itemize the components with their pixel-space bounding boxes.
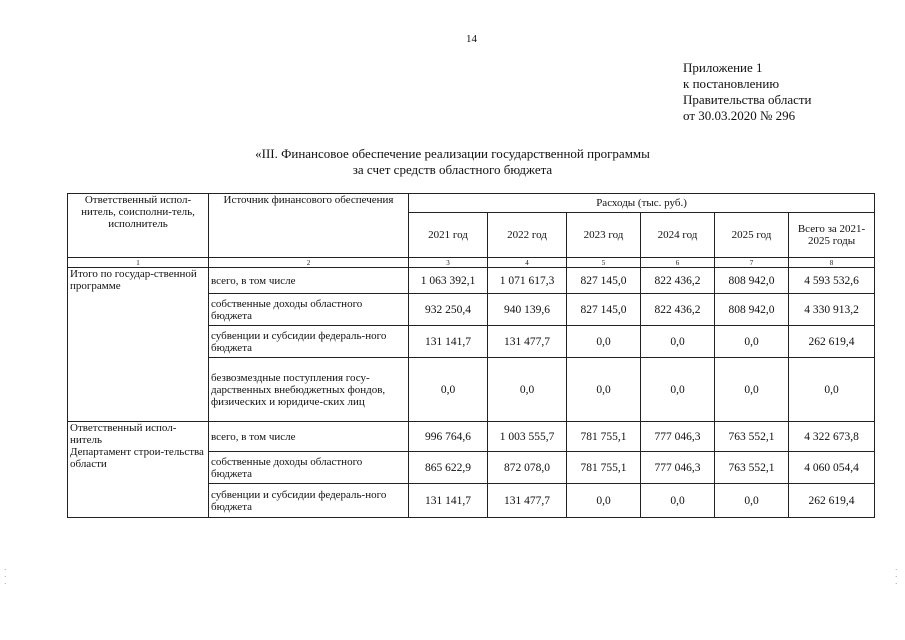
value-cell: 4 322 673,8 [789, 422, 875, 452]
value-cell: 131 477,7 [488, 326, 567, 358]
header-year-2024: 2024 год [641, 213, 715, 258]
value-cell: 940 139,6 [488, 294, 567, 326]
appendix-line: от 30.03.2020 № 296 [683, 108, 796, 123]
value-cell: 0,0 [641, 484, 715, 518]
value-cell: 996 764,6 [409, 422, 488, 452]
value-cell: 781 755,1 [567, 422, 641, 452]
value-cell: 872 078,0 [488, 452, 567, 484]
value-cell: 827 145,0 [567, 268, 641, 294]
responsible-cell [68, 422, 209, 518]
value-cell: 865 622,9 [409, 452, 488, 484]
value-cell: 781 755,1 [567, 452, 641, 484]
source-cell: субвенции и субсидии федераль-ного бюджета [209, 484, 409, 518]
header-responsible: Ответственный испол-нитель, соисполни-тель, исполнитель [68, 194, 209, 258]
value-cell: 777 046,3 [641, 422, 715, 452]
responsible-cell [68, 268, 209, 422]
column-index: 4 [488, 258, 567, 268]
value-cell: 0,0 [641, 326, 715, 358]
page-number: 14 [466, 33, 477, 45]
source-cell: безвозмездные поступления госу-дарственных внебюджетных фондов, физических и юридиче-ских лиц [209, 358, 409, 422]
value-cell: 0,0 [789, 358, 875, 422]
value-cell: 1 003 555,7 [488, 422, 567, 452]
value-cell: 0,0 [715, 326, 789, 358]
value-cell: 763 552,1 [715, 422, 789, 452]
value-cell: 1 063 392,1 [409, 268, 488, 294]
value-cell: 4 060 054,4 [789, 452, 875, 484]
column-index: 5 [567, 258, 641, 268]
column-index: 1 [68, 258, 209, 268]
value-cell: 0,0 [567, 484, 641, 518]
value-cell: 131 141,7 [409, 484, 488, 518]
heading-line-2: за счет средств областного бюджета [352, 162, 553, 177]
appendix-line: к постановлению [683, 76, 780, 91]
value-cell: 262 619,4 [789, 326, 875, 358]
responsible-text: Ответственный испол-нитель [70, 422, 177, 446]
header-source: Источник финансового обеспечения [209, 194, 409, 258]
value-cell: 0,0 [641, 358, 715, 422]
value-cell: 4 593 532,6 [789, 268, 875, 294]
value-cell: 131 141,7 [409, 326, 488, 358]
responsible-text: Итого по государ-ственной программе [70, 268, 197, 292]
source-cell: собственные доходы областного бюджета [209, 452, 409, 484]
value-cell: 808 942,0 [715, 268, 789, 294]
value-cell: 0,0 [715, 484, 789, 518]
table-row [68, 268, 875, 294]
budget-table [67, 193, 875, 518]
column-index: 2 [209, 258, 409, 268]
table-body [68, 268, 875, 518]
header-expenses: Расходы (тыс. руб.) [409, 194, 875, 213]
source-cell: субвенции и субсидии федераль-ного бюджета [209, 326, 409, 358]
source-cell: всего, в том числе [209, 422, 409, 452]
value-cell: 4 330 913,2 [789, 294, 875, 326]
header-year-2025: 2025 год [715, 213, 789, 258]
appendix-block [683, 60, 812, 124]
column-index: 7 [715, 258, 789, 268]
value-cell: 932 250,4 [409, 294, 488, 326]
value-cell: 763 552,1 [715, 452, 789, 484]
table-row [68, 422, 875, 452]
header-total: Всего за 2021-2025 годы [789, 213, 875, 258]
value-cell: 0,0 [488, 358, 567, 422]
value-cell: 808 942,0 [715, 294, 789, 326]
appendix-line: Приложение 1 [683, 60, 763, 75]
value-cell: 777 046,3 [641, 452, 715, 484]
responsible-text: Департамент строи-тельства области [70, 446, 204, 470]
header-year-2022: 2022 год [488, 213, 567, 258]
value-cell: 131 477,7 [488, 484, 567, 518]
column-index: 6 [641, 258, 715, 268]
column-index: 8 [789, 258, 875, 268]
header-year-2023: 2023 год [567, 213, 641, 258]
scan-edge-mark: · · · [895, 566, 898, 588]
value-cell: 0,0 [715, 358, 789, 422]
value-cell: 0,0 [567, 326, 641, 358]
value-cell: 0,0 [409, 358, 488, 422]
value-cell: 827 145,0 [567, 294, 641, 326]
source-cell: собственные доходы областного бюджета [209, 294, 409, 326]
value-cell: 1 071 617,3 [488, 268, 567, 294]
heading-line-1: «III. Финансовое обеспечение реализации государственной программы [255, 146, 650, 161]
value-cell: 0,0 [567, 358, 641, 422]
value-cell: 262 619,4 [789, 484, 875, 518]
header-year-2021: 2021 год [409, 213, 488, 258]
appendix-line: Правительства области [683, 92, 812, 107]
value-cell: 822 436,2 [641, 294, 715, 326]
column-index: 3 [409, 258, 488, 268]
value-cell: 822 436,2 [641, 268, 715, 294]
section-heading [160, 146, 745, 178]
source-cell: всего, в том числе [209, 268, 409, 294]
scan-edge-mark: · · · [4, 566, 7, 588]
